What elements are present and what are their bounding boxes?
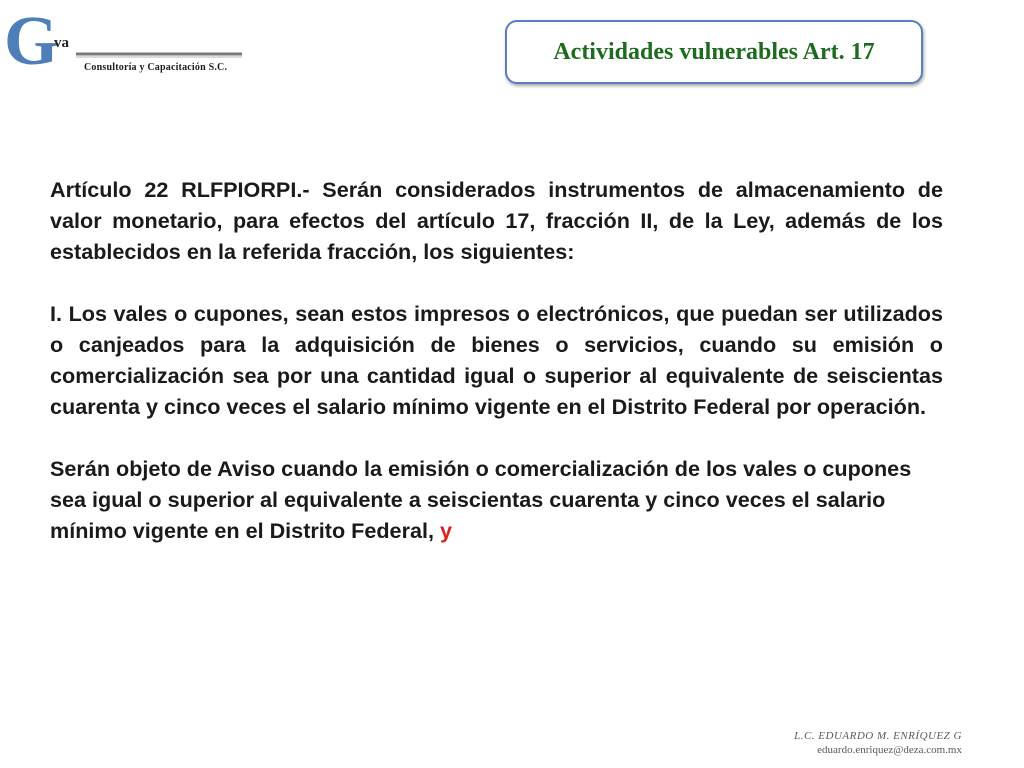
author-name: L.C. EDUARDO M. ENRÍQUEZ G bbox=[794, 730, 962, 742]
slide-body bbox=[50, 174, 943, 546]
logo-subtitle: Consultoría y Capacitación S.C. bbox=[84, 62, 228, 73]
aviso-text: Serán objeto de Aviso cuando la emisión o comercialización de los vales o cupones sea igual o superior al equivalente a seiscientas cuarenta y cinco veces el salario mínimo vigente en el Distrito Federal, bbox=[50, 456, 912, 543]
conjunction-highlight: y bbox=[439, 518, 452, 543]
fraction-i-paragraph: I. Los vales o cupones, sean estos impresos o electrónicos, que puedan ser utilizados o canjeados para la adquisición de bienes o servicios, cuando su emisión o comercialización sea por una cantidad igual o superior al equivalente de seiscientas cuarenta y cinco veces el salario mínimo vigente en el Distrito Federal por operación. bbox=[50, 301, 943, 419]
slide-title: Actividades vulnerables Art. 17 bbox=[553, 38, 875, 65]
slide-title-box bbox=[505, 20, 923, 84]
footer-credits bbox=[794, 730, 962, 756]
aviso-paragraph bbox=[50, 453, 943, 546]
author-email: eduardo.enriquez@deza.com.mx bbox=[817, 744, 962, 756]
logo-inner-text: va bbox=[54, 35, 69, 51]
article-paragraph: Artículo 22 RLFPIORPI.- Serán considerados instrumentos de almacenamiento de valor monetario, para efectos del artículo 17, fracción II, de la Ley, además de los establecidos en la referida fracción, los siguientes: bbox=[50, 177, 943, 264]
company-logo bbox=[4, 2, 254, 82]
logo-letter: G bbox=[4, 3, 59, 80]
